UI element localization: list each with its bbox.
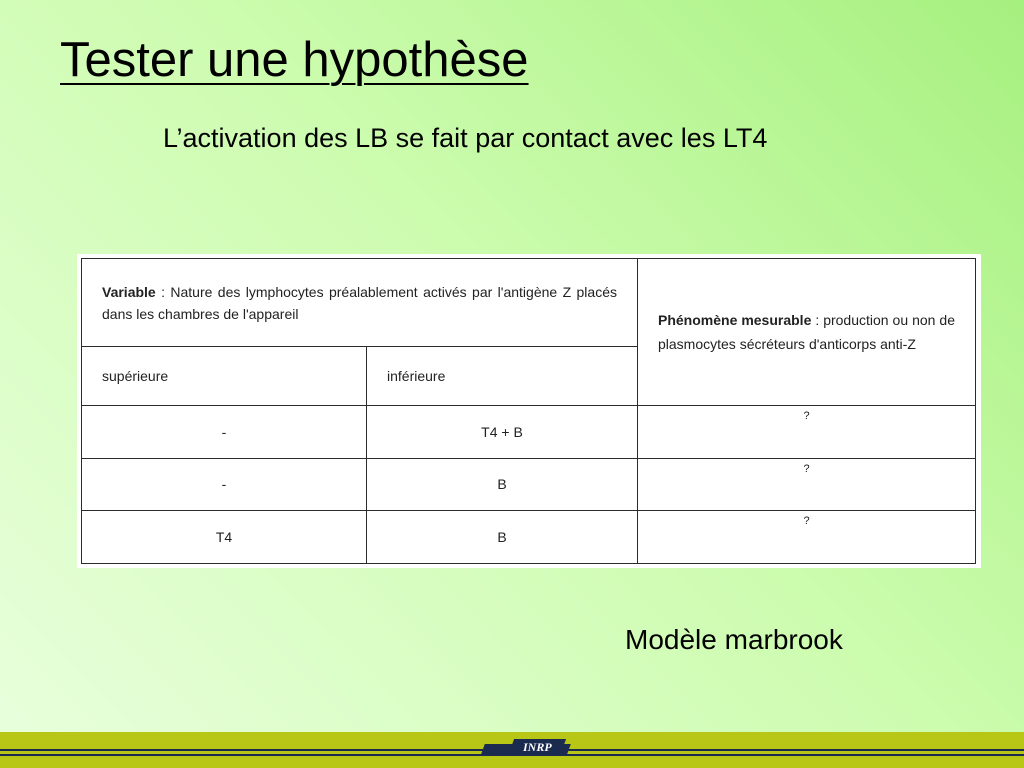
phenomenon-label: Phénomène mesurable — [658, 311, 812, 328]
experiment-table-frame — [77, 254, 981, 568]
experiment-table — [81, 258, 976, 564]
cell-inferior: T4 + B — [367, 405, 638, 458]
cell-inferior: B — [367, 511, 638, 564]
logo-text: INRP — [522, 740, 552, 754]
cell-result: ? — [638, 405, 976, 458]
table-row — [82, 405, 976, 458]
column-header-superior: supérieure — [82, 347, 367, 406]
cell-result: ? — [638, 458, 976, 511]
variable-label: Variable — [102, 283, 156, 300]
table-row — [82, 511, 976, 564]
phenomenon-text: : production ou non de plasmocytes sécréteurs d'anticorps anti-Z — [658, 311, 955, 352]
cell-superior: T4 — [82, 511, 367, 564]
cell-result: ? — [638, 511, 976, 564]
inrp-logo — [483, 738, 569, 760]
cell-inferior: B — [367, 458, 638, 511]
slide-title: Tester une hypothèse — [60, 33, 529, 87]
cell-superior: - — [82, 458, 367, 511]
variable-text: : Nature des lymphocytes préalablement activés par l'antigène Z placés dans les chambres de l'appareil — [102, 283, 617, 322]
column-header-inferior: inférieure — [367, 347, 638, 406]
variable-description-cell — [82, 259, 638, 347]
model-label: Modèle marbrook — [625, 624, 843, 655]
cell-superior: - — [82, 405, 367, 458]
logo-tag — [508, 739, 566, 756]
table-row — [82, 458, 976, 511]
phenomenon-cell — [638, 259, 976, 406]
slide-subtitle: L’activation des LB se fait par contact avec les LT4 — [163, 123, 768, 153]
